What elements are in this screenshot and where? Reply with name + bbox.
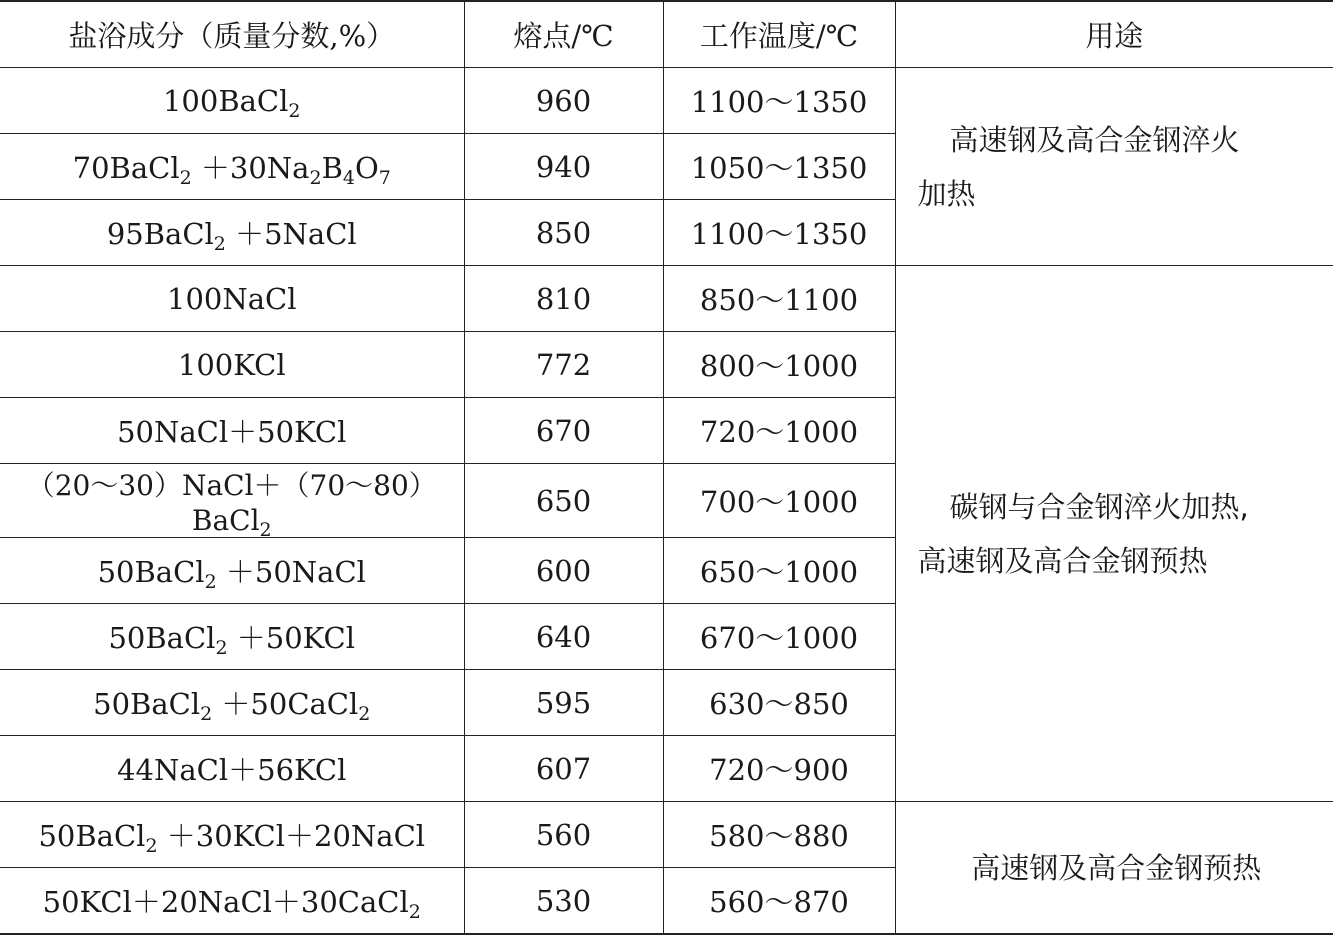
melting-point-cell: 530 bbox=[464, 868, 663, 935]
working-temp-cell: 650～1000 bbox=[663, 538, 895, 604]
composition-cell: 100KCl bbox=[0, 332, 464, 398]
table-row bbox=[0, 802, 1333, 868]
composition-cell: （20～30）NaCl＋（70～80）BaCl$_2$ bbox=[0, 464, 464, 538]
working-temp-cell: 1100～1350 bbox=[663, 68, 895, 134]
melting-point-cell: 560 bbox=[464, 802, 663, 868]
working-temp-cell: 700～1000 bbox=[663, 464, 895, 538]
header-working-temp: 工作温度/℃ bbox=[663, 1, 895, 68]
table-row bbox=[0, 68, 1333, 134]
working-temp-cell: 560～870 bbox=[663, 868, 895, 935]
composition-cell: 100NaCl bbox=[0, 266, 464, 332]
working-temp-cell: 1100～1350 bbox=[663, 200, 895, 266]
melting-point-cell: 650 bbox=[464, 464, 663, 538]
working-temp-cell: 720～1000 bbox=[663, 398, 895, 464]
melting-point-cell: 595 bbox=[464, 670, 663, 736]
working-temp-cell: 670～1000 bbox=[663, 604, 895, 670]
header-row bbox=[0, 1, 1333, 68]
melting-point-cell: 850 bbox=[464, 200, 663, 266]
header-melting-point: 熔点/℃ bbox=[464, 1, 663, 68]
melting-point-cell: 607 bbox=[464, 736, 663, 802]
table-row bbox=[0, 266, 1333, 332]
usage-cell: 高速钢及高合金钢预热 bbox=[895, 802, 1333, 935]
composition-cell: 44NaCl＋56KCl bbox=[0, 736, 464, 802]
working-temp-cell: 1050～1350 bbox=[663, 134, 895, 200]
header-composition: 盐浴成分（质量分数,%） bbox=[0, 1, 464, 68]
working-temp-cell: 630～850 bbox=[663, 670, 895, 736]
composition-cell: 100BaCl$_2$ bbox=[0, 68, 464, 134]
working-temp-cell: 850～1100 bbox=[663, 266, 895, 332]
composition-cell: 50KCl＋20NaCl＋30CaCl$_2$ bbox=[0, 868, 464, 935]
melting-point-cell: 772 bbox=[464, 332, 663, 398]
composition-cell: 50BaCl$_2$ ＋50NaCl bbox=[0, 538, 464, 604]
working-temp-cell: 580～880 bbox=[663, 802, 895, 868]
composition-cell: 50NaCl＋50KCl bbox=[0, 398, 464, 464]
melting-point-cell: 640 bbox=[464, 604, 663, 670]
melting-point-cell: 670 bbox=[464, 398, 663, 464]
usage-cell: 高速钢及高合金钢淬火 加热 bbox=[895, 68, 1333, 266]
composition-cell: 50BaCl$_2$ ＋50KCl bbox=[0, 604, 464, 670]
melting-point-cell: 600 bbox=[464, 538, 663, 604]
working-temp-cell: 720～900 bbox=[663, 736, 895, 802]
melting-point-cell: 960 bbox=[464, 68, 663, 134]
working-temp-cell: 800～1000 bbox=[663, 332, 895, 398]
composition-cell: 50BaCl$_2$ ＋30KCl＋20NaCl bbox=[0, 802, 464, 868]
composition-cell: 70BaCl$_2$ $+30Na_2B_4O_7$ bbox=[0, 134, 464, 200]
melting-point-cell: 810 bbox=[464, 266, 663, 332]
header-usage: 用途 bbox=[895, 1, 1333, 68]
composition-cell: 50BaCl$_2$ ＋50CaCl$_2$ bbox=[0, 670, 464, 736]
usage-cell: 碳钢与合金钢淬火加热, 高速钢及高合金钢预热 bbox=[895, 266, 1333, 802]
composition-cell: 95BaCl$_2$ ＋5NaCl bbox=[0, 200, 464, 266]
melting-point-cell: 940 bbox=[464, 134, 663, 200]
